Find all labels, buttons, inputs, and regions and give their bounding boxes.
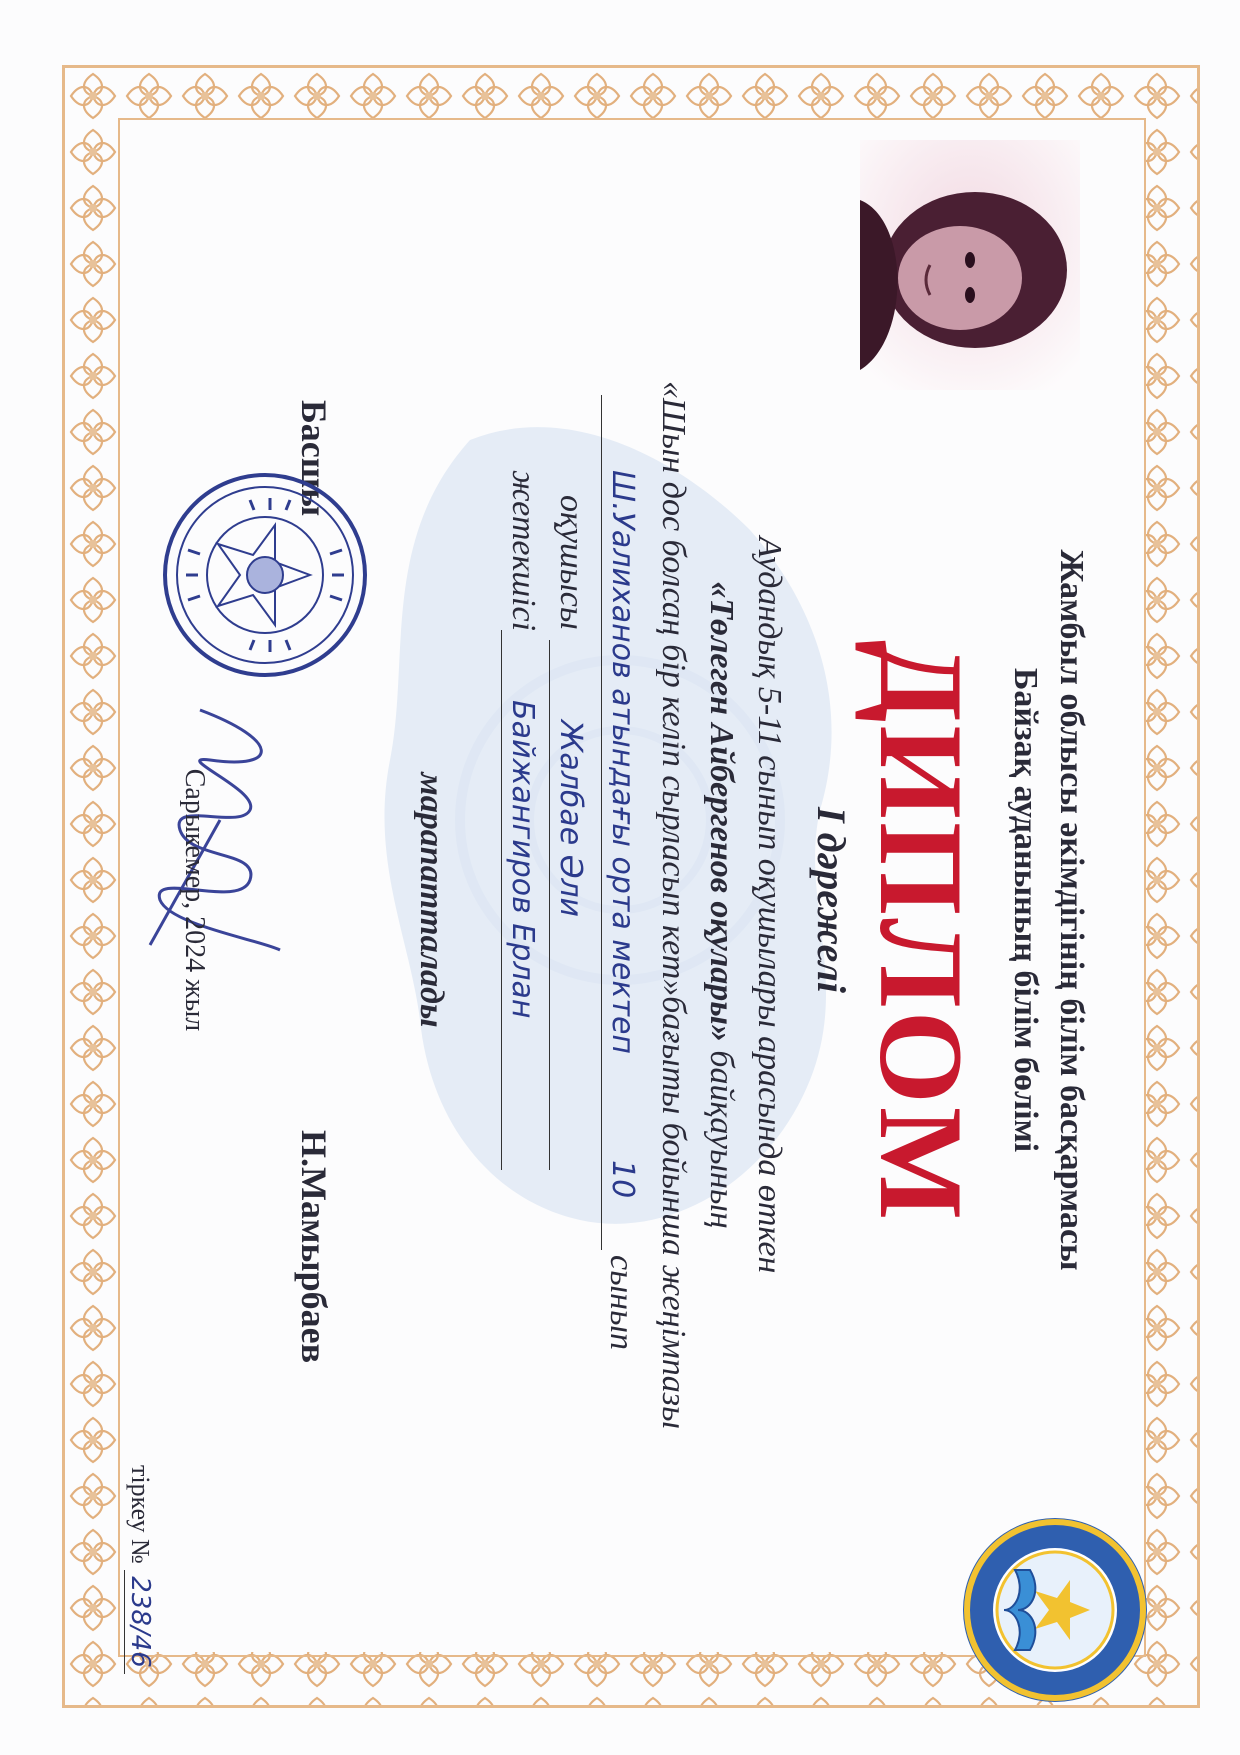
teacher-handwritten: Байжангиров Ерлан [505, 700, 540, 1019]
school-fill-line [601, 395, 602, 1250]
degree-label: I дәрежелі [809, 807, 854, 993]
official-seal [160, 470, 370, 680]
header-line-1: Жамбыл облысы әкімдігінің білім басқармасы [1053, 549, 1090, 1271]
body-line-2-rest: байқауының [703, 1041, 740, 1229]
grade-label: сынып [603, 1255, 640, 1351]
teacher-fill-line [501, 630, 502, 1170]
student-fill-line [549, 640, 550, 1170]
contest-name: «Төлеген Айбергенов оқулары» [703, 581, 740, 1042]
teacher-label: жетекшісі [505, 470, 542, 632]
registration-number [125, 1465, 155, 1674]
student-label: оқушысы [553, 495, 590, 630]
school-handwritten: Ш.Уалиханов атындағы орта мектеп [605, 470, 640, 1055]
head-name: Н.Мамырбаев [294, 1130, 334, 1364]
registration-handwritten: 238/46 [124, 1570, 155, 1673]
place-and-date: Сарыкемер, 2024 жыл [179, 768, 210, 1032]
diploma-title: ДИПЛОМ [855, 640, 988, 1224]
body-line-1: Аудандық 5-11 сынып оқушылары арасында өткен [751, 536, 788, 1274]
body-line-2 [702, 380, 740, 1430]
signature-scribble [120, 700, 320, 960]
header-line-2: Байзақ ауданының білім бөлімі [1007, 667, 1044, 1153]
head-position-label: Басшы [294, 400, 334, 517]
registration-label: тіркеу № [126, 1465, 155, 1564]
grade-handwritten: 10 [605, 1160, 640, 1199]
body-line-3: «Шын дос болсаң бір келіп сырласып кет»бағыты бойынша жеңімпазы [655, 380, 692, 1430]
awarded-label: марапатталады [413, 772, 450, 1028]
student-handwritten: Жалбае Әли [553, 720, 588, 918]
portrait-photo [860, 140, 1080, 390]
education-department-logo [960, 1515, 1150, 1705]
